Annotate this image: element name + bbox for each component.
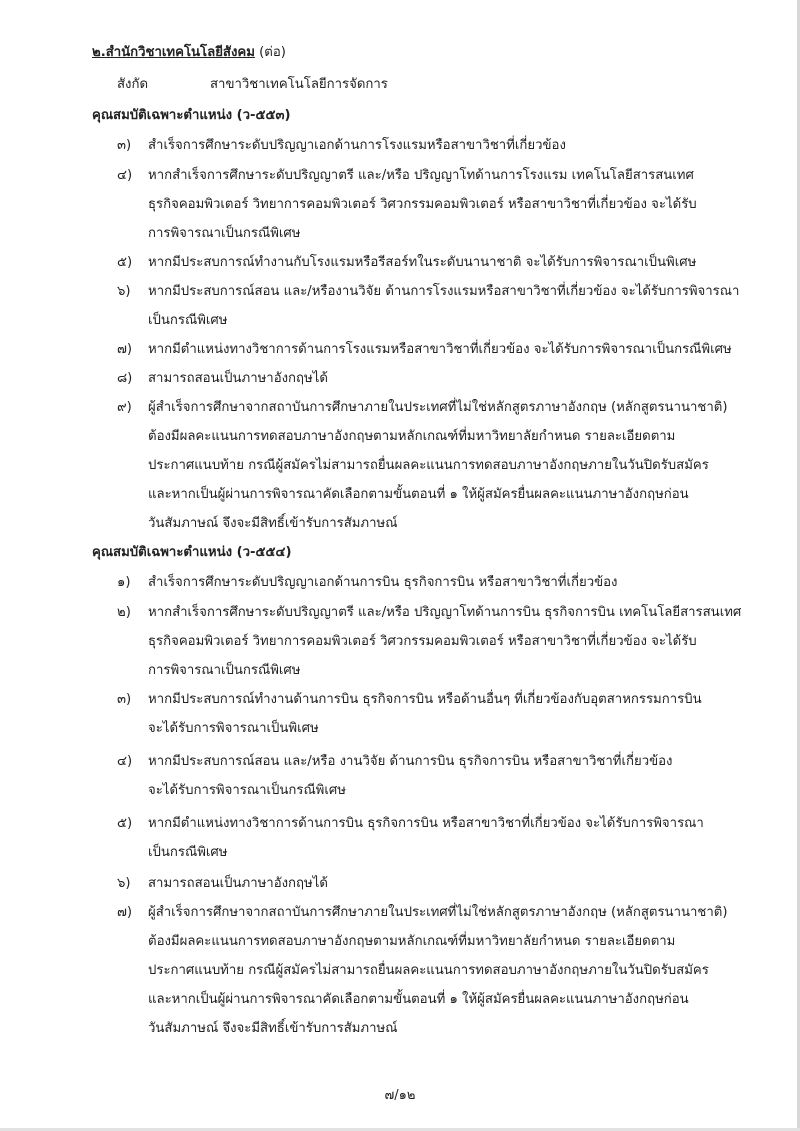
item-text: ธุรกิจคอมพิวเตอร์ วิทยาการคอมพิวเตอร์ วิศวกรรมคอมพิวเตอร์ หรือสาขาวิชาที่เกี่ยวข้อง จะได้รับ xyxy=(148,634,697,649)
section-header-title: ๒.สำนักวิชาเทคโนโลยีสังคม xyxy=(92,45,255,60)
item-text: จะได้รับการพิจารณาเป็นกรณีพิเศษ xyxy=(148,783,346,798)
item-text: หากมีตำแหน่งทางวิชาการด้านการบิน ธุรกิจการบิน หรือสาขาวิชาที่เกี่ยวข้อง จะได้รับการพิจารณา xyxy=(148,816,704,831)
section-header-continued: (ต่อ) xyxy=(254,45,286,60)
item-number: ๙) xyxy=(117,400,132,415)
item-text: ผู้สำเร็จการศึกษาจากสถาบันการศึกษาภายในประเทศที่ไม่ใช่หลักสูตรภาษาอังกฤษ (หลักสูตรนานาชาติ) xyxy=(148,905,728,920)
item-number: ๗) xyxy=(117,905,133,920)
item-text: สำเร็จการศึกษาระดับปริญญาเอกด้านการบิน ธุรกิจการบิน หรือสาขาวิชาที่เกี่ยวข้อง xyxy=(148,575,618,590)
item-text: หากมีประสบการณ์ทำงานกับโรงแรมหรือรีสอร์ทในระดับนานาชาติ จะได้รับการพิจารณาเป็นพิเศษ xyxy=(148,255,697,270)
qualification-heading-553: คุณสมบัติเฉพาะตำแหน่ง (ว-๕๕๓) xyxy=(92,108,291,123)
item-number: ๑) xyxy=(117,575,131,590)
item-text: เป็นกรณีพิเศษ xyxy=(148,845,228,860)
page-number: ๗/๑๒ xyxy=(384,1088,416,1103)
item-text: หากมีตำแหน่งทางวิชาการด้านการโรงแรมหรือสาขาวิชาที่เกี่ยวข้อง จะได้รับการพิจารณาเป็นกรณีพิเศษ xyxy=(148,342,732,357)
item-number: ๘) xyxy=(117,371,133,386)
item-text: ธุรกิจคอมพิวเตอร์ วิทยาการคอมพิวเตอร์ วิศวกรรมคอมพิวเตอร์ หรือสาขาวิชาที่เกี่ยวข้อง จะได้รับ xyxy=(148,197,697,212)
item-number: ๖) xyxy=(117,284,131,299)
affiliation-label: สังกัด xyxy=(117,77,149,92)
item-text: หากสำเร็จการศึกษาระดับปริญญาตรี และ/หรือ ปริญญาโทด้านการโรงแรม เทคโนโลยีสารสนเทศ xyxy=(148,168,694,183)
item-text: และหากเป็นผู้ผ่านการพิจารณาคัดเลือกตามขั้นตอนที่ ๑ ให้ผู้สมัครยื่นผลคะแนนภาษาอังกฤษก่อน xyxy=(148,487,689,502)
item-text: ประกาศแนบท้าย กรณีผู้สมัครไม่สามารถยื่นผลคะแนนการทดสอบภาษาอังกฤษภายในวันปิดรับสมัคร xyxy=(148,458,709,473)
item-number: ๕) xyxy=(117,816,133,831)
item-text: ต้องมีผลคะแนนการทดสอบภาษาอังกฤษตามหลักเกณฑ์ที่มหาวิทยาลัยกำหนด รายละเอียดตาม xyxy=(148,934,676,949)
item-text: สามารถสอนเป็นภาษาอังกฤษได้ xyxy=(148,371,328,386)
item-text: เป็นกรณีพิเศษ xyxy=(148,313,228,328)
item-text: หากมีประสบการณ์สอน และ/หรือ งานวิจัย ด้านการบิน ธุรกิจการบิน หรือสาขาวิชาที่เกี่ยวข้อง xyxy=(148,754,673,769)
item-text: สามารถสอนเป็นภาษาอังกฤษได้ xyxy=(148,876,328,891)
item-text: และหากเป็นผู้ผ่านการพิจารณาคัดเลือกตามขั้นตอนที่ ๑ ให้ผู้สมัครยื่นผลคะแนนภาษาอังกฤษก่อน xyxy=(148,992,689,1007)
section-header xyxy=(92,43,286,63)
item-text: การพิจารณาเป็นกรณีพิเศษ xyxy=(148,226,301,241)
qualification-heading-554: คุณสมบัติเฉพาะตำแหน่ง (ว-๕๕๔) xyxy=(92,545,292,560)
item-text: การพิจารณาเป็นกรณีพิเศษ xyxy=(148,663,301,678)
item-number: ๓) xyxy=(117,138,132,153)
item-text: สำเร็จการศึกษาระดับปริญญาเอกด้านการโรงแรมหรือสาขาวิชาที่เกี่ยวข้อง xyxy=(148,138,566,153)
item-text: วันสัมภาษณ์ จึงจะมีสิทธิ์เข้ารับการสัมภาษณ์ xyxy=(148,1021,398,1036)
item-number: ๖) xyxy=(117,876,131,891)
item-text: หากสำเร็จการศึกษาระดับปริญญาตรี และ/หรือ ปริญญาโทด้านการบิน ธุรกิจการบิน เทคโนโลยีสารสนเทศ xyxy=(148,605,742,620)
affiliation-value: สาขาวิชาเทคโนโลยีการจัดการ xyxy=(210,77,388,92)
item-text: หากมีประสบการณ์สอน และ/หรืองานวิจัย ด้านการโรงแรมหรือสาขาวิชาที่เกี่ยวข้อง จะได้รับการพิจารณา xyxy=(148,284,740,299)
item-number: ๒) xyxy=(117,605,131,620)
item-number: ๔) xyxy=(117,754,133,769)
item-number: ๓) xyxy=(117,692,132,707)
item-text: ประกาศแนบท้าย กรณีผู้สมัครไม่สามารถยื่นผลคะแนนการทดสอบภาษาอังกฤษภายในวันปิดรับสมัคร xyxy=(148,963,709,978)
item-text: ต้องมีผลคะแนนการทดสอบภาษาอังกฤษตามหลักเกณฑ์ที่มหาวิทยาลัยกำหนด รายละเอียดตาม xyxy=(148,429,676,444)
item-text: วันสัมภาษณ์ จึงจะมีสิทธิ์เข้ารับการสัมภาษณ์ xyxy=(148,516,398,531)
item-text: ผู้สำเร็จการศึกษาจากสถาบันการศึกษาภายในประเทศที่ไม่ใช่หลักสูตรภาษาอังกฤษ (หลักสูตรนานาชาติ) xyxy=(148,400,728,415)
item-text: หากมีประสบการณ์ทำงานด้านการบิน ธุรกิจการบิน หรือด้านอื่นๆ ที่เกี่ยวข้องกับอุตสาหกรรมการบิน xyxy=(148,692,702,707)
item-number: ๔) xyxy=(117,168,133,183)
item-text: จะได้รับการพิจารณาเป็นพิเศษ xyxy=(148,721,319,736)
item-number: ๗) xyxy=(117,342,133,357)
item-number: ๕) xyxy=(117,255,133,270)
